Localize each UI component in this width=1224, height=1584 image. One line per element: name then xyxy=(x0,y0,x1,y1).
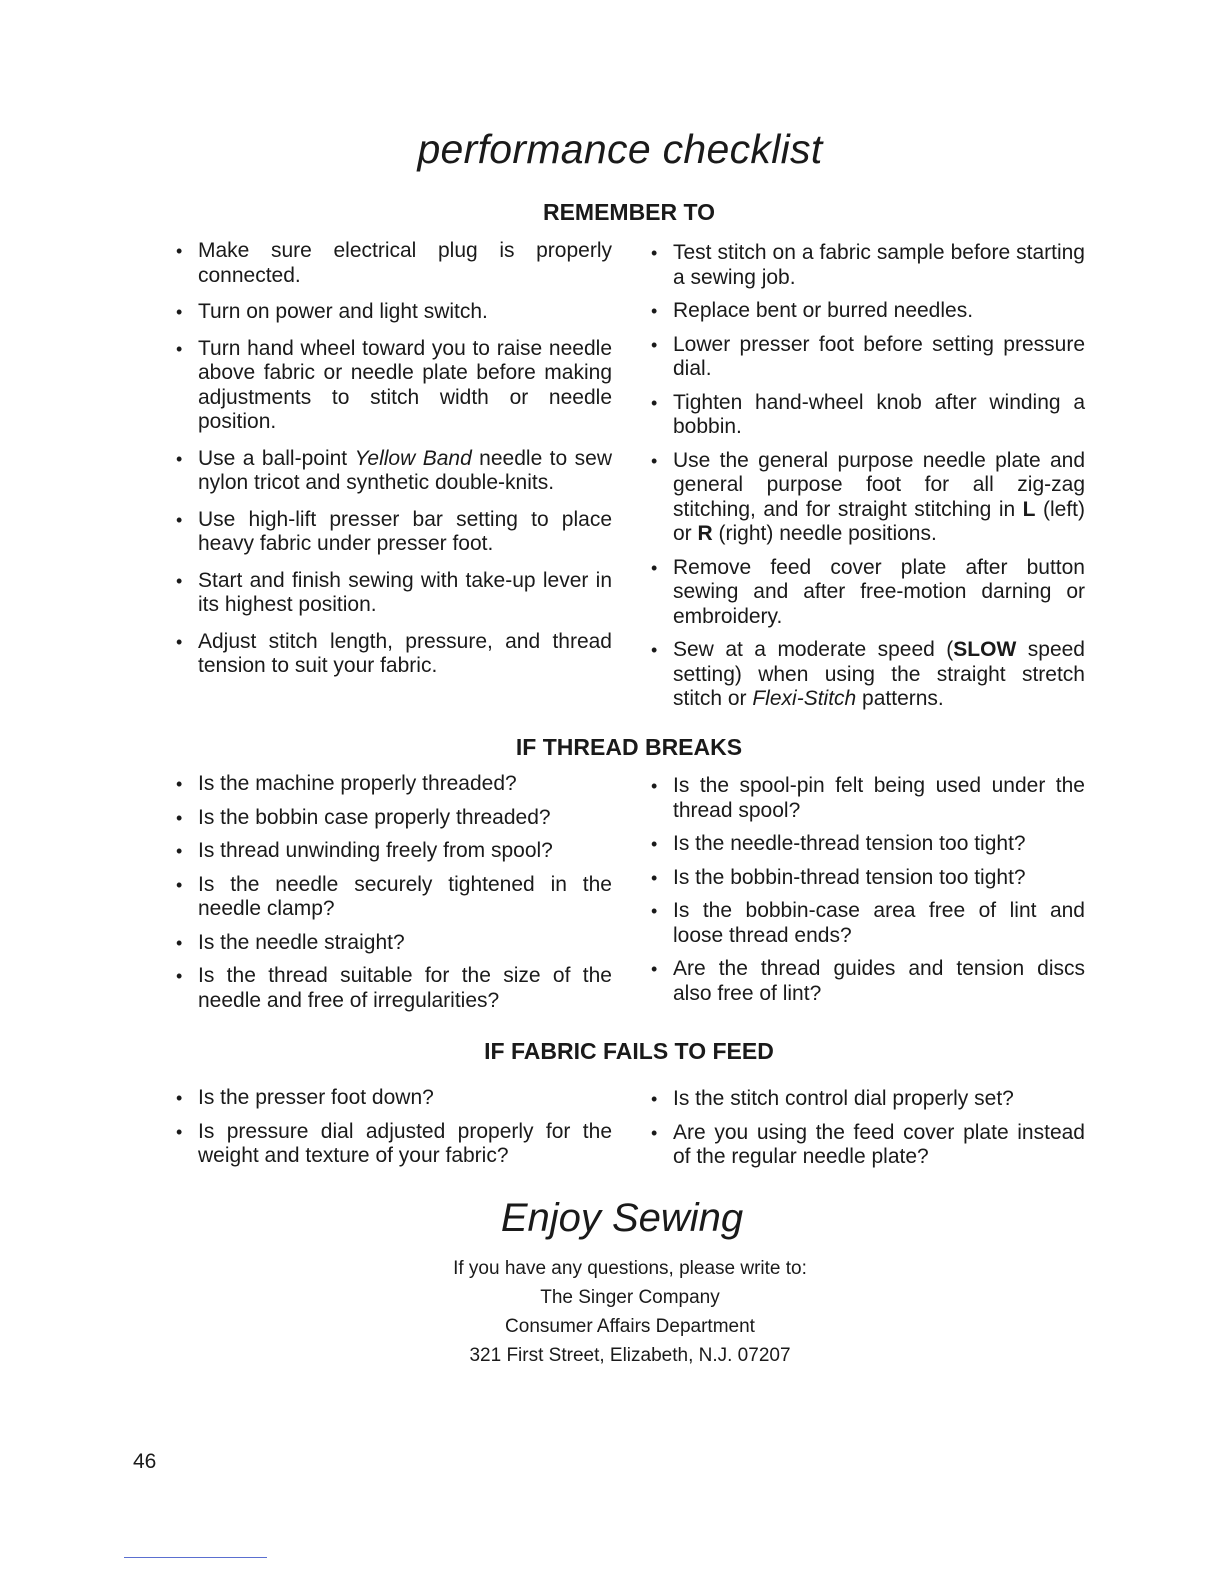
list-item: • Are you using the feed cover plate instead of the regular needle plate? xyxy=(649,1121,1085,1170)
list-item: • Is the spool-pin felt being used under the thread spool? xyxy=(649,774,1085,823)
list-item: • Is the needle securely tightened in the needle clamp? xyxy=(174,873,612,922)
list-item: • Tighten hand-wheel knob after winding a bobbin. xyxy=(649,391,1085,440)
list-item xyxy=(174,447,612,496)
fabric-left-list xyxy=(174,1086,612,1178)
footer-divider xyxy=(124,1557,267,1558)
thread-right-list xyxy=(649,774,1085,1015)
list-item: • Use high-lift presser bar setting to place heavy fabric under presser foot. xyxy=(174,508,612,557)
needle-position-left: L xyxy=(1022,497,1036,521)
mailing-address: 321 First Street, Elizabeth, N.J. 07207 xyxy=(469,1345,791,1366)
section-heading-remember: REMEMBER TO xyxy=(542,199,716,225)
section-heading-thread-breaks: IF THREAD BREAKS xyxy=(515,734,743,760)
needle-position-right: R xyxy=(697,522,713,545)
page-number: 46 xyxy=(133,1450,157,1473)
item-text: Sew at a moderate speed ( xyxy=(673,638,954,661)
list-item: • Turn on power and light switch. xyxy=(174,300,612,325)
section-heading-fabric-feed: IF FABRIC FAILS TO FEED xyxy=(484,1038,774,1064)
list-item: • Test stitch on a fabric sample before starting a sewing job. xyxy=(649,241,1085,290)
list-item: • Is thread unwinding freely from spool? xyxy=(174,839,612,864)
pattern-name-text: Flexi-Stitch xyxy=(752,687,857,710)
list-item: • Is the bobbin-case area free of lint and loose thread ends? xyxy=(649,899,1085,948)
remember-left-list xyxy=(174,239,612,691)
speed-setting-text: SLOW xyxy=(953,638,1017,661)
list-item: • Adjust stitch length, pressure, and thread tension to suit your fabric. xyxy=(174,630,612,679)
list-item: • Start and finish sewing with take-up lever in its highest position. xyxy=(174,569,612,618)
item-text: (right) needle positions. xyxy=(712,522,937,545)
item-text: Use the general purpose needle plate and general purpose foot for all zig-zag stitching, and for straight stitching in xyxy=(673,448,1085,521)
company-name: The Singer Company xyxy=(540,1287,720,1308)
list-item: • Remove feed cover plate after button sewing and after free-motion darning or embroidery. xyxy=(649,556,1085,630)
list-item: • Is the thread suitable for the size of the needle and free of irregularities? xyxy=(174,964,612,1013)
list-item: • Replace bent or burred needles. xyxy=(649,299,1085,324)
remember-right-list xyxy=(649,241,1085,721)
item-text: patterns. xyxy=(856,687,944,710)
contact-intro: If you have any questions, please write to: xyxy=(453,1258,807,1279)
closing-title: Enjoy Sewing xyxy=(500,1196,744,1240)
list-item: • Is the bobbin case properly threaded? xyxy=(174,806,612,831)
list-item: • Make sure electrical plug is properly connected. xyxy=(174,239,612,288)
list-item xyxy=(649,638,1085,712)
list-item: • Is the needle straight? xyxy=(174,931,612,956)
fabric-right-list xyxy=(649,1087,1085,1179)
item-text: Use a ball-point xyxy=(198,446,355,470)
list-item: • Lower presser foot before setting pressure dial. xyxy=(649,333,1085,382)
list-item xyxy=(649,449,1085,547)
list-item: • Is the stitch control dial properly set? xyxy=(649,1087,1085,1112)
list-item: • Turn hand wheel toward you to raise needle above fabric or needle plate before making adjustments to stitch width or needle position. xyxy=(174,337,612,435)
item-text: needle to sew nylon tricot and synthetic double-knits. xyxy=(198,446,612,494)
contact-block xyxy=(0,1254,1224,1370)
needle-type-text: Yellow Band xyxy=(354,446,472,470)
page-title: performance checklist xyxy=(417,126,823,172)
list-item: • Is the needle-thread tension too tight? xyxy=(649,832,1085,857)
item-text: speed setting) when using the straight stretch stitch or xyxy=(673,638,1085,710)
list-item: • Is the bobbin-thread tension too tight? xyxy=(649,866,1085,891)
department-name: Consumer Affairs Department xyxy=(505,1316,755,1337)
list-item: • Is pressure dial adjusted properly for the weight and texture of your fabric? xyxy=(174,1120,612,1169)
item-text: (left) or xyxy=(673,497,1085,545)
list-item: • Are the thread guides and tension discs also free of lint? xyxy=(649,957,1085,1006)
thread-left-list xyxy=(174,772,612,1022)
list-item: • Is the presser foot down? xyxy=(174,1086,612,1111)
list-item: • Is the machine properly threaded? xyxy=(174,772,612,797)
